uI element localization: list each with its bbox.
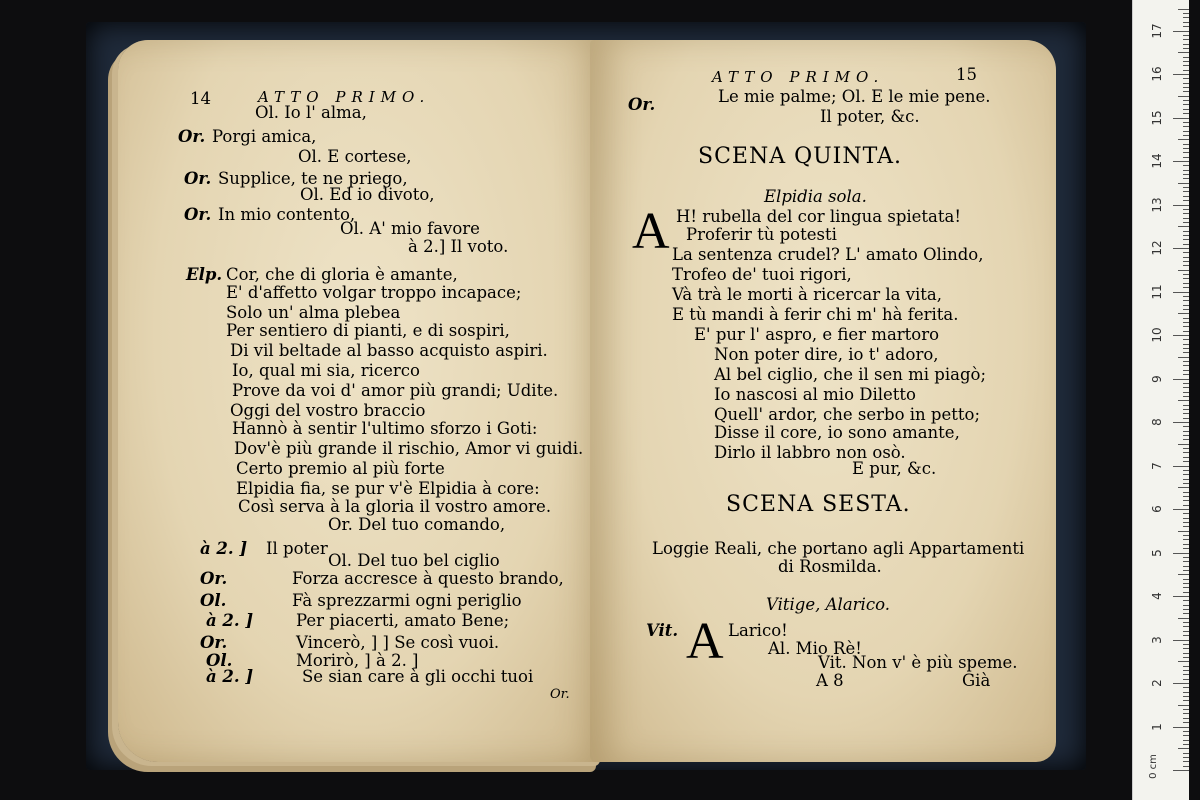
ruler-tick: [1183, 452, 1189, 453]
ruler-tick: [1183, 561, 1189, 562]
ruler-tick: [1183, 57, 1189, 58]
left-page-number: 14: [190, 89, 211, 108]
ruler-tick: [1183, 426, 1189, 427]
ruler-label: 17: [1150, 22, 1164, 39]
ruler-tick: [1183, 322, 1189, 323]
verse-line: Non poter dire, io t' adoro,: [714, 345, 939, 364]
ruler-tick: [1183, 448, 1189, 449]
ruler-tick: [1178, 183, 1189, 184]
right-running-head: ATTO PRIMO.: [712, 68, 885, 86]
ruler-tick: [1183, 579, 1189, 580]
ruler-tick: [1178, 531, 1189, 532]
ruler-tick: [1183, 61, 1189, 62]
verse-line: La sentenza crudel? L' amato Olindo,: [672, 245, 984, 264]
verse-line: Se sian care à gli occhi tuoi: [302, 667, 534, 686]
ruler-tick: [1173, 31, 1189, 32]
ruler-tick: [1183, 631, 1189, 632]
ruler-tick: [1183, 753, 1189, 754]
speaker-label: Or.: [628, 95, 656, 114]
ruler-label: 15: [1150, 109, 1164, 126]
ruler-tick: [1173, 74, 1189, 75]
ruler-tick: [1183, 409, 1189, 410]
ruler-tick: [1173, 161, 1189, 162]
ruler-tick: [1178, 487, 1189, 488]
ruler-tick: [1183, 331, 1189, 332]
ruler-tick: [1183, 157, 1189, 158]
verse-line: Fà sprezzarmi ogni periglio: [292, 591, 522, 610]
ruler-tick: [1183, 148, 1189, 149]
ruler-tick: [1183, 666, 1189, 667]
ruler-tick: [1173, 727, 1189, 728]
ruler-tick: [1183, 361, 1189, 362]
ruler-tick: [1183, 670, 1189, 671]
ruler-tick: [1183, 744, 1189, 745]
ruler-tick: [1183, 731, 1189, 732]
ruler-tick: [1183, 174, 1189, 175]
ruler-tick: [1183, 339, 1189, 340]
ruler-tick: [1183, 48, 1189, 49]
speaker-label: Or.: [184, 169, 212, 188]
ruler-tick: [1183, 374, 1189, 375]
speaker-label: à 2. ]: [206, 667, 254, 686]
ruler-label: 5: [1150, 548, 1164, 557]
ruler-tick: [1183, 326, 1189, 327]
ruler-tick: [1183, 439, 1189, 440]
ruler-tick: [1183, 178, 1189, 179]
verse-line: Proferir tù potesti: [686, 225, 837, 244]
ruler-tick: [1183, 544, 1189, 545]
ruler-label: 9: [1150, 374, 1164, 383]
verse-line: Il poter: [266, 539, 328, 558]
verse-line: Disse il core, io sono amante,: [714, 423, 960, 442]
ruler-tick: [1178, 52, 1189, 53]
ruler-tick: [1183, 78, 1189, 79]
verse-line: E' d'affetto volgar troppo incapace;: [226, 283, 522, 302]
ruler-tick: [1178, 444, 1189, 445]
left-running-head: ATTO PRIMO.: [258, 88, 431, 106]
ruler-tick: [1173, 379, 1189, 380]
verse-line: Solo un' alma plebea: [226, 303, 401, 322]
ruler-label: 14: [1150, 153, 1164, 169]
verse-line: Oggi del vostro braccio: [230, 401, 426, 420]
ruler-tick: [1183, 231, 1189, 232]
ruler-label: 16: [1150, 66, 1164, 82]
ruler-tick: [1183, 252, 1189, 253]
ruler-tick: [1183, 635, 1189, 636]
ruler-tick: [1183, 22, 1189, 23]
ruler-tick: [1183, 513, 1189, 514]
verse-line: Certo premio al più forte: [236, 459, 445, 478]
ruler-tick: [1183, 187, 1189, 188]
verse-line: Il poter, &c.: [820, 107, 920, 126]
ruler-tick: [1178, 661, 1189, 662]
verse-line: Di vil beltade al basso acquisto aspiri.: [230, 341, 548, 360]
ruler-tick: [1183, 135, 1189, 136]
ruler-tick: [1173, 509, 1189, 510]
ruler-tick: [1173, 248, 1189, 249]
verse-line: Supplice, te ne priego,: [218, 169, 408, 188]
verse-line: Larico!: [728, 621, 788, 640]
speaker-label: Vit.: [646, 621, 679, 640]
ruler-tick: [1183, 239, 1189, 240]
ruler-tick: [1183, 505, 1189, 506]
ruler-tick: [1183, 352, 1189, 353]
verse-line: Prove da voi d' amor più grandi; Udite.: [232, 381, 559, 400]
ruler-tick: [1173, 422, 1189, 423]
ruler-tick: [1183, 387, 1189, 388]
ruler-tick: [1183, 566, 1189, 567]
verse-line: H! rubella del cor lingua spietata!: [676, 207, 961, 226]
verse-line: Al bel ciglio, che il sen mi piagò;: [714, 365, 987, 384]
ruler-tick: [1183, 287, 1189, 288]
verse-line: à 2.] Il voto.: [408, 237, 509, 256]
ruler-tick: [1183, 274, 1189, 275]
ruler-tick: [1183, 674, 1189, 675]
verse-line: Porgi amica,: [212, 127, 317, 146]
ruler-tick: [1183, 126, 1189, 127]
ruler-tick: [1178, 139, 1189, 140]
ruler-tick: [1183, 13, 1189, 14]
ruler-tick: [1183, 65, 1189, 66]
verse-line: Vit. Non v' è più speme.: [818, 653, 1018, 672]
ruler-tick: [1183, 365, 1189, 366]
ruler-tick: [1183, 100, 1189, 101]
right-catchword: Già: [962, 671, 991, 690]
ruler-label: 3: [1150, 635, 1164, 644]
ruler-tick: [1178, 313, 1189, 314]
ruler-tick: [1183, 196, 1189, 197]
ruler-tick: [1178, 705, 1189, 706]
verse-line: Trofeo de' tuoi rigori,: [672, 265, 852, 284]
verse-line: Vincerò, ] ] Se così vuoi.: [296, 633, 500, 652]
ruler-tick: [1183, 348, 1189, 349]
speaker-label: à 2. ]: [206, 611, 254, 630]
ruler-tick: [1183, 700, 1189, 701]
ruler-tick: [1183, 435, 1189, 436]
ruler-tick: [1183, 692, 1189, 693]
ruler-tick: [1183, 518, 1189, 519]
verse-line: Và trà le morti à ricercar la vita,: [672, 285, 943, 304]
verse-line: Dov'è più grande il rischio, Amor vi guidi.: [234, 439, 584, 458]
ruler-tick: [1183, 648, 1189, 649]
scene-five-character: Elpidia sola.: [764, 187, 867, 206]
ruler-tick: [1183, 431, 1189, 432]
ruler-tick: [1173, 118, 1189, 119]
ruler-unit: 0 cm: [1147, 754, 1159, 779]
ruler-tick: [1178, 226, 1189, 227]
ruler-tick: [1173, 596, 1189, 597]
verse-line: Le mie palme; Ol. E le mie pene.: [718, 87, 991, 106]
scene-five-title: SCENA QUINTA.: [698, 144, 902, 169]
ruler-tick: [1183, 522, 1189, 523]
scale-ruler: [1132, 0, 1189, 800]
speaker-label: Ol.: [200, 591, 227, 610]
ruler-label: 10: [1150, 327, 1164, 343]
ruler-tick: [1178, 618, 1189, 619]
ruler-tick: [1183, 583, 1189, 584]
verse-line: Ol. A' mio favore: [340, 219, 480, 238]
ruler-tick: [1183, 587, 1189, 588]
ruler-tick: [1183, 622, 1189, 623]
ruler-tick: [1183, 396, 1189, 397]
verse-line: Quell' ardor, che serbo in petto;: [714, 405, 981, 424]
ruler-tick: [1183, 492, 1189, 493]
speaker-label: à 2. ]: [200, 539, 248, 558]
verse-line: Ol. Io l' alma,: [255, 103, 367, 122]
ruler-tick: [1183, 305, 1189, 306]
verse-line: Per sentiero di pianti, e di sospiri,: [226, 321, 510, 340]
ruler-tick: [1183, 766, 1189, 767]
ruler-tick: [1183, 600, 1189, 601]
ruler-tick: [1183, 653, 1189, 654]
ruler-tick: [1183, 740, 1189, 741]
ruler-tick: [1178, 748, 1189, 749]
ruler-tick: [1183, 644, 1189, 645]
verse-line: Dirlo il labbro non osò.: [714, 443, 906, 462]
ruler-tick: [1183, 557, 1189, 558]
ruler-label: 13: [1150, 196, 1164, 213]
ruler-tick: [1183, 39, 1189, 40]
speaker-label: Or.: [200, 633, 228, 652]
ruler-tick: [1183, 209, 1189, 210]
ruler-tick: [1183, 191, 1189, 192]
verse-line: Io nascosi al mio Diletto: [714, 385, 916, 404]
verse-line: Cor, che di gloria è amante,: [226, 265, 458, 284]
verse-line: Forza accresce à questo brando,: [292, 569, 564, 588]
ruler-tick: [1178, 96, 1189, 97]
verse-line: Io, qual mi sia, ricerco: [232, 361, 420, 380]
ruler-tick: [1178, 270, 1189, 271]
ruler-label: 4: [1150, 592, 1164, 600]
ruler-tick: [1183, 152, 1189, 153]
ruler-label: 1: [1150, 722, 1164, 731]
ruler-tick: [1183, 474, 1189, 475]
drop-cap: A: [632, 203, 670, 260]
scene-six-characters: Vitige, Alarico.: [766, 595, 890, 614]
ruler-tick: [1183, 548, 1189, 549]
ruler-tick: [1183, 244, 1189, 245]
ruler-tick: [1178, 9, 1189, 10]
ruler-tick: [1173, 466, 1189, 467]
ruler-tick: [1183, 131, 1189, 132]
ruler-tick: [1183, 605, 1189, 606]
ruler-tick: [1183, 170, 1189, 171]
verse-line: Ol. Del tuo bel ciglio: [328, 551, 500, 570]
ruler-tick: [1173, 770, 1189, 771]
scene-six-setting: Loggie Reali, che portano agli Appartamenti: [652, 539, 1025, 558]
ruler-tick: [1183, 113, 1189, 114]
ruler-tick: [1183, 383, 1189, 384]
ruler-tick: [1183, 392, 1189, 393]
ruler-tick: [1183, 165, 1189, 166]
verse-line: E pur, &c.: [852, 459, 937, 478]
ruler-tick: [1183, 461, 1189, 462]
ruler-label: 2: [1150, 679, 1164, 687]
ruler-tick: [1183, 592, 1189, 593]
ruler-tick: [1183, 122, 1189, 123]
scene-six-setting: di Rosmilda.: [778, 557, 882, 576]
ruler-tick: [1183, 318, 1189, 319]
ruler-tick: [1173, 205, 1189, 206]
ruler-tick: [1183, 218, 1189, 219]
signature-mark: A 8: [816, 671, 844, 690]
ruler-tick: [1173, 683, 1189, 684]
ruler-tick: [1183, 609, 1189, 610]
ruler-label: 7: [1150, 461, 1164, 470]
ruler-tick: [1183, 413, 1189, 414]
ruler-tick: [1183, 613, 1189, 614]
ruler-tick: [1183, 87, 1189, 88]
ruler-tick: [1183, 91, 1189, 92]
ruler-tick: [1178, 574, 1189, 575]
verse-line: E' pur l' aspro, e fier martoro: [694, 325, 940, 344]
ruler-tick: [1183, 626, 1189, 627]
ruler-tick: [1173, 640, 1189, 641]
verse-line: Hannò à sentir l'ultimo sforzo i Goti:: [232, 419, 538, 438]
ruler-tick: [1183, 496, 1189, 497]
speaker-label: Ol.: [206, 651, 233, 670]
ruler-tick: [1183, 457, 1189, 458]
scene-six-title: SCENA SESTA.: [726, 492, 911, 517]
ruler-label: 11: [1150, 283, 1164, 300]
ruler-tick: [1183, 418, 1189, 419]
verse-line: In mio contento,: [218, 205, 356, 224]
speaker-label: Or.: [200, 569, 228, 588]
ruler-tick: [1183, 17, 1189, 18]
ruler-tick: [1183, 696, 1189, 697]
speaker-label: Or.: [184, 205, 212, 224]
ruler-tick: [1183, 44, 1189, 45]
ruler-tick: [1183, 679, 1189, 680]
ruler-tick: [1183, 278, 1189, 279]
ruler-tick: [1183, 296, 1189, 297]
ruler-tick: [1183, 500, 1189, 501]
left-catchword: Or.: [550, 687, 570, 702]
ruler-tick: [1183, 709, 1189, 710]
ruler-tick: [1183, 713, 1189, 714]
ruler-label: 8: [1150, 418, 1164, 426]
speaker-label: Or.: [178, 127, 206, 146]
ruler-tick: [1183, 761, 1189, 762]
verse-line: Ol. E cortese,: [298, 147, 412, 166]
ruler-tick: [1183, 104, 1189, 105]
ruler-tick: [1183, 144, 1189, 145]
ruler-tick: [1183, 309, 1189, 310]
ruler-tick: [1183, 718, 1189, 719]
ruler-tick: [1178, 357, 1189, 358]
ruler-tick: [1183, 405, 1189, 406]
verse-line: E tù mandi à ferir chi m' hà ferita.: [672, 305, 959, 324]
ruler-tick: [1183, 257, 1189, 258]
ruler-tick: [1178, 400, 1189, 401]
ruler-tick: [1183, 757, 1189, 758]
ruler-tick: [1173, 553, 1189, 554]
ruler-tick: [1183, 26, 1189, 27]
ruler-tick: [1183, 83, 1189, 84]
ruler-tick: [1183, 344, 1189, 345]
ruler-tick: [1183, 300, 1189, 301]
ruler-tick: [1183, 261, 1189, 262]
ruler-tick: [1183, 539, 1189, 540]
ruler-tick: [1183, 200, 1189, 201]
verse-line: Elpidia fia, se pur v'è Elpidia à core:: [236, 479, 540, 498]
verse-line: Morirò, ] à 2. ]: [296, 651, 419, 670]
ruler-tick: [1183, 535, 1189, 536]
ruler-tick: [1183, 35, 1189, 36]
ruler-tick: [1173, 335, 1189, 336]
ruler-tick: [1183, 370, 1189, 371]
ruler-tick: [1183, 479, 1189, 480]
ruler-tick: [1183, 735, 1189, 736]
ruler-tick: [1183, 526, 1189, 527]
ruler-tick: [1173, 292, 1189, 293]
ruler-tick: [1183, 222, 1189, 223]
verse-line: Così serva à la gloria il vostro amore.: [238, 497, 552, 516]
right-page-number: 15: [956, 65, 977, 84]
ruler-label: 12: [1150, 240, 1164, 256]
ruler-tick: [1183, 213, 1189, 214]
verse-line: Al. Mio Rè!: [768, 639, 862, 658]
ruler-tick: [1183, 470, 1189, 471]
ruler-tick: [1183, 70, 1189, 71]
ruler-label: 6: [1150, 505, 1164, 513]
verse-line: Or. Del tuo comando,: [328, 515, 506, 534]
drop-cap: A: [686, 613, 724, 670]
ruler-tick: [1183, 235, 1189, 236]
verse-line: Per piacerti, amato Bene;: [296, 611, 510, 630]
ruler-tick: [1183, 687, 1189, 688]
speaker-label: Elp.: [186, 265, 223, 284]
ruler-tick: [1183, 483, 1189, 484]
ruler-tick: [1183, 722, 1189, 723]
ruler-tick: [1183, 657, 1189, 658]
ruler-tick: [1183, 283, 1189, 284]
verse-line: Ol. Ed io divoto,: [300, 185, 435, 204]
ruler-tick: [1183, 109, 1189, 110]
ruler-tick: [1183, 265, 1189, 266]
ruler-tick: [1183, 570, 1189, 571]
